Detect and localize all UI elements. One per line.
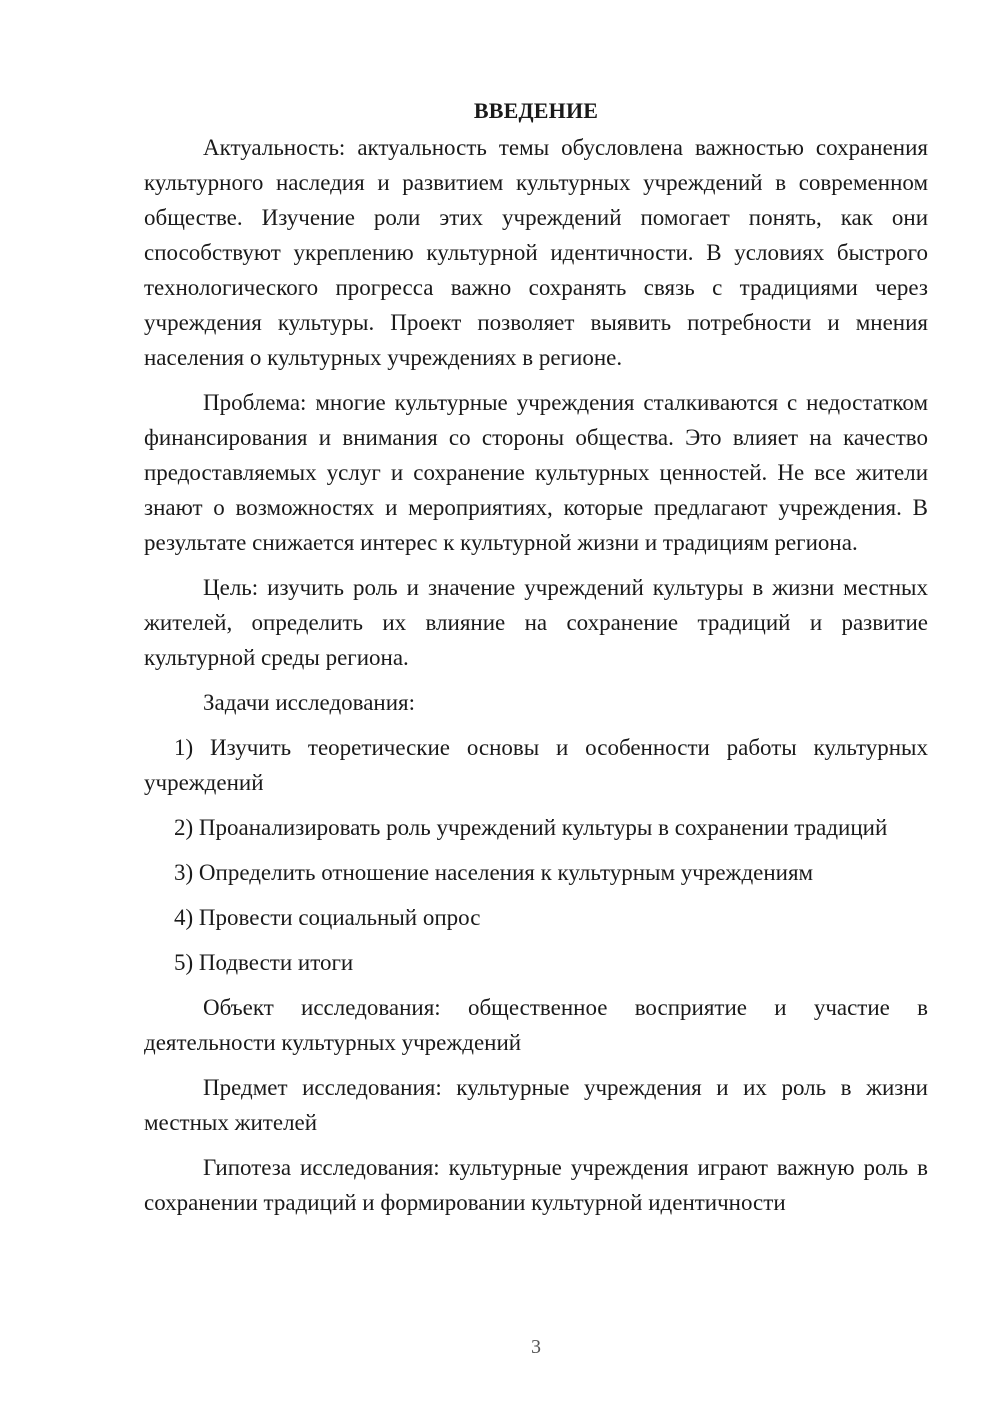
- task-item-4: 4) Провести социальный опрос: [174, 905, 481, 930]
- paragraph-goal: Цель: изучить роль и значение учреждений культуры в жизни местных жителей, определить их влияние на сохранение традиций и развитие культурной среды региона.: [144, 575, 928, 670]
- paragraph-object: Объект исследования: общественное восприятие и участие в деятельности культурных учреждений: [144, 995, 928, 1055]
- section-title: ВВЕДЕНИЕ: [473, 98, 599, 123]
- task-item-3: 3) Определить отношение населения к культурным учреждениям: [174, 860, 814, 885]
- task-item-2: 2) Проанализировать роль учреждений культуры в сохранении традиций: [174, 815, 888, 840]
- paragraph-relevance: Актуальность: актуальность темы обусловлена важностью сохранения культурного наследия и развитием культурных учреждений в современном обществе. Изучение роли этих учреждений помогает понять, как они способствуют укреплению культурной идентичности. В условиях быстрого технологического прогресса важно сохранять связь с традициями через учреждения культуры. Проект позволяет выявить потребности и мнения населения о культурных учреждениях в регионе.: [144, 135, 928, 370]
- page-number: 3: [531, 1336, 541, 1358]
- paragraph-tasks-heading: Задачи исследования:: [203, 690, 416, 715]
- paragraph-problem: Проблема: многие культурные учреждения сталкиваются с недостатком финансирования и внимания со стороны общества. Это влияет на качество предоставляемых услуг и сохранение культурных ценностей. Не все жители знают о возможностях и мероприятиях, которые предлагают учреждения. В результате снижается интерес к культурной жизни и традициям региона.: [144, 390, 928, 555]
- paragraph-subject: Предмет исследования: культурные учреждения и их роль в жизни местных жителей: [144, 1075, 928, 1135]
- document-page: [144, 96, 928, 1220]
- paragraph-hypothesis: Гипотеза исследования: культурные учреждения играют важную роль в сохранении традиций и формировании культурной идентичности: [144, 1155, 928, 1215]
- task-item-5: 5) Подвести итоги: [174, 950, 354, 975]
- task-item-1: 1) Изучить теоретические основы и особенности работы культурных учреждений: [144, 735, 928, 795]
